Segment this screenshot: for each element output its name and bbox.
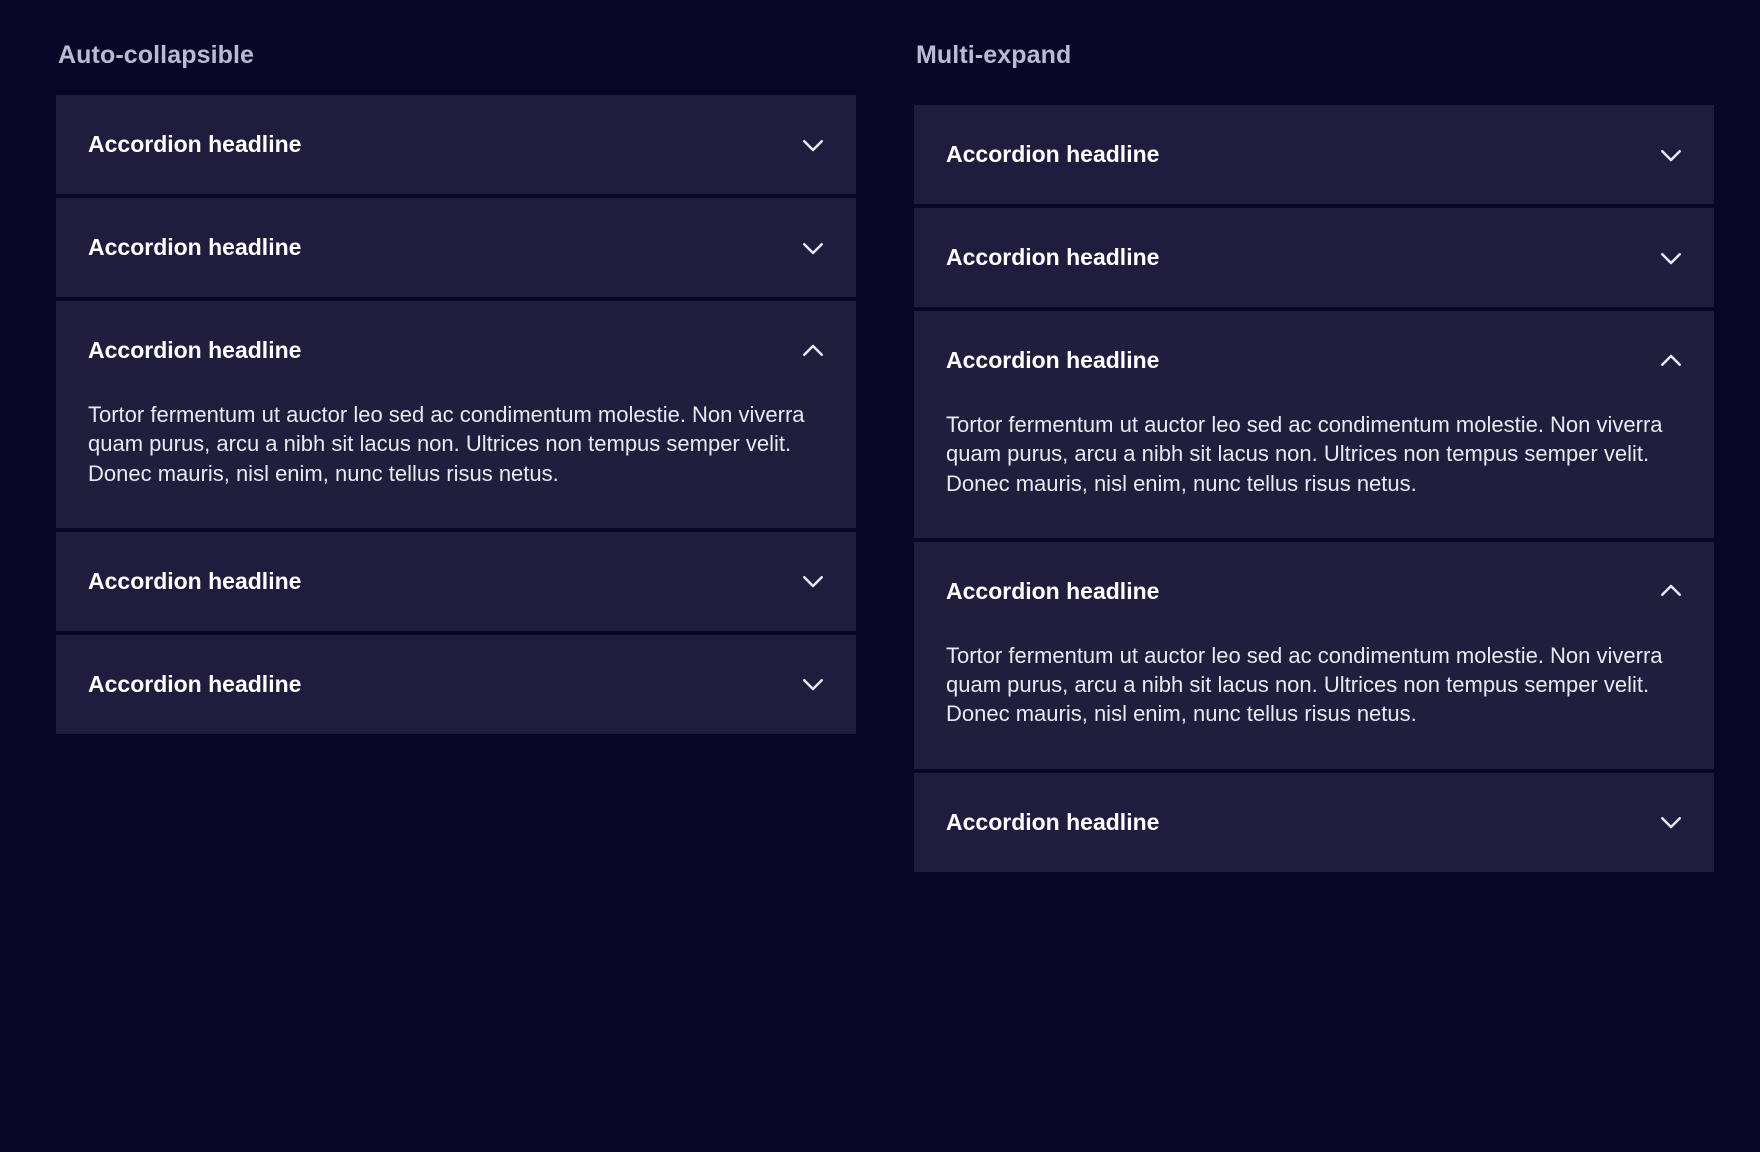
chevron-down-icon[interactable] bbox=[798, 130, 828, 160]
chevron-down-icon[interactable] bbox=[798, 233, 828, 263]
accordion-item[interactable] bbox=[56, 198, 856, 297]
accordion-item-headline: Accordion headline bbox=[88, 670, 302, 697]
accordion-item-header[interactable] bbox=[914, 542, 1714, 641]
accordion-item-header[interactable] bbox=[914, 105, 1714, 204]
accordion-item-header[interactable] bbox=[56, 532, 856, 631]
accordion-item-headline: Accordion headline bbox=[946, 347, 1160, 374]
accordion-item[interactable] bbox=[914, 311, 1714, 538]
accordion-item[interactable] bbox=[56, 532, 856, 631]
section-title-multi-expand: Multi-expand bbox=[916, 41, 1072, 69]
accordion-auto-collapsible bbox=[56, 95, 856, 734]
accordion-item-header[interactable] bbox=[56, 95, 856, 194]
accordion-item[interactable] bbox=[914, 105, 1714, 204]
accordion-item-headline: Accordion headline bbox=[88, 131, 302, 158]
accordion-item-headline: Accordion headline bbox=[88, 567, 302, 594]
accordion-item-body bbox=[914, 641, 1714, 769]
chevron-down-icon[interactable] bbox=[1656, 243, 1686, 273]
accordion-item-headline: Accordion headline bbox=[946, 808, 1160, 835]
accordion-item-body bbox=[914, 410, 1714, 538]
accordion-item-body bbox=[56, 400, 856, 528]
accordion-item[interactable] bbox=[56, 95, 856, 194]
column-multi-expand bbox=[914, 40, 1714, 872]
accordion-item-headline: Accordion headline bbox=[946, 577, 1160, 604]
accordion-item-headline: Accordion headline bbox=[88, 337, 302, 364]
accordion-item-header[interactable] bbox=[56, 301, 856, 400]
accordion-item-header[interactable] bbox=[914, 208, 1714, 307]
chevron-up-icon[interactable] bbox=[1656, 576, 1686, 606]
chevron-up-icon[interactable] bbox=[1656, 346, 1686, 376]
accordion-item[interactable] bbox=[914, 208, 1714, 307]
chevron-down-icon[interactable] bbox=[1656, 807, 1686, 837]
chevron-down-icon[interactable] bbox=[1656, 140, 1686, 170]
accordion-item-body-text: Tortor fermentum ut auctor leo sed ac condimentum molestie. Non viverra quam purus, arcu a nibh sit lacus non. Ultrices non tempus semper velit. Donec mauris, nisl enim, nunc tellus risus netus. bbox=[88, 402, 805, 486]
accordion-item-header[interactable] bbox=[56, 198, 856, 297]
section-title-auto-collapsible: Auto-collapsible bbox=[58, 41, 255, 69]
accordion-item-header[interactable] bbox=[914, 773, 1714, 872]
accordion-item-headline: Accordion headline bbox=[946, 141, 1160, 168]
accordion-item[interactable] bbox=[914, 542, 1714, 769]
chevron-down-icon[interactable] bbox=[798, 566, 828, 596]
accordion-item[interactable] bbox=[914, 773, 1714, 872]
accordion-item-body-text: Tortor fermentum ut auctor leo sed ac condimentum molestie. Non viverra quam purus, arcu a nibh sit lacus non. Ultrices non tempus semper velit. Donec mauris, nisl enim, nunc tellus risus netus. bbox=[946, 412, 1663, 496]
accordion-multi-expand bbox=[914, 105, 1714, 872]
chevron-up-icon[interactable] bbox=[798, 336, 828, 366]
accordion-item-headline: Accordion headline bbox=[946, 244, 1160, 271]
accordion-item-headline: Accordion headline bbox=[88, 234, 302, 261]
accordion-item[interactable] bbox=[56, 635, 856, 734]
accordion-item-body-text: Tortor fermentum ut auctor leo sed ac condimentum molestie. Non viverra quam purus, arcu a nibh sit lacus non. Ultrices non tempus semper velit. Donec mauris, nisl enim, nunc tellus risus netus. bbox=[946, 642, 1663, 727]
accordion-item-header[interactable] bbox=[56, 635, 856, 734]
accordion-item-header[interactable] bbox=[914, 311, 1714, 410]
accordion-item[interactable] bbox=[56, 301, 856, 528]
column-auto-collapsible bbox=[56, 40, 856, 734]
chevron-down-icon[interactable] bbox=[798, 669, 828, 699]
